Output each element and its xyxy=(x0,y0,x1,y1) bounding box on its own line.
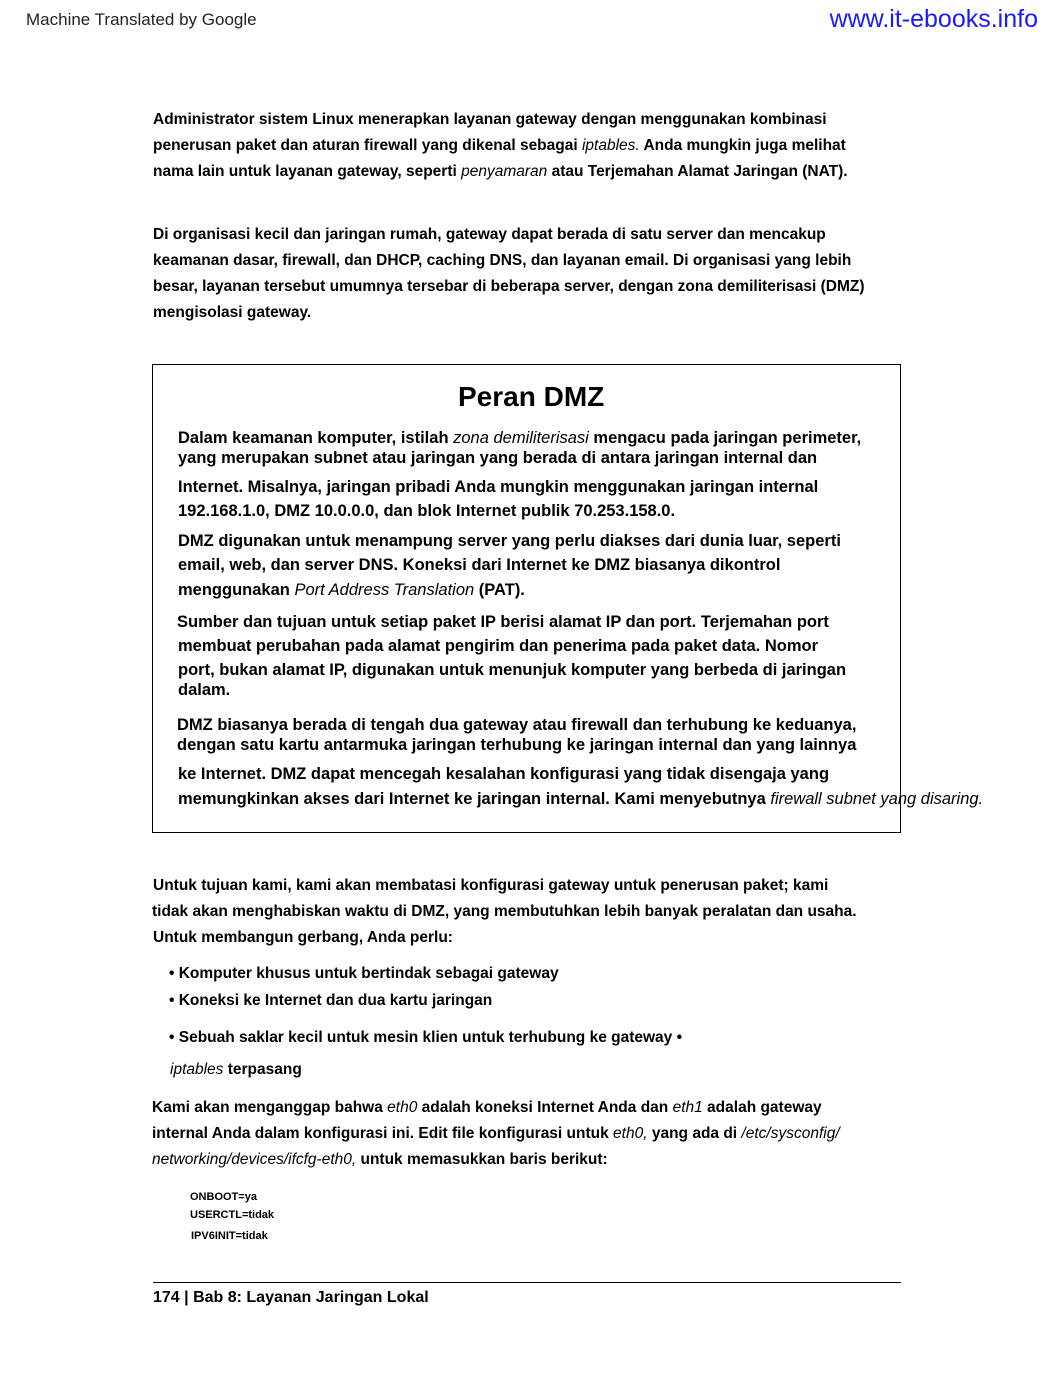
code-line-1: ONBOOT=ya xyxy=(190,1191,257,1203)
sidebar-c-line-1: Sumber dan tujuan untuk setiap paket IP berisi alamat IP dan port. Terjemahan port xyxy=(177,613,829,631)
small-org-paragraph xyxy=(153,222,913,326)
p2-line-2: keamanan dasar, firewall, dan DHCP, caching DNS, dan layanan email. Di organisasi yang lebih xyxy=(153,252,852,269)
bullet-item-2: • Koneksi ke Internet dan dua kartu jaringan xyxy=(169,992,493,1009)
sidebar-b-line-1: DMZ digunakan untuk menampung server yang perlu diakses dari dunia luar, seperti xyxy=(178,532,841,550)
sidebar-c-line-3: port, bukan alamat IP, digunakan untuk menunjuk komputer yang berbeda di jaringan xyxy=(178,661,847,679)
sidebar-a-line-1: Dalam keamanan komputer, istilah zona demiliterisasi mengacu pada jaringan perimeter, xyxy=(178,429,862,447)
p2-line-4: mengisolasi gateway. xyxy=(153,304,312,321)
sidebar-d-line-3: ke Internet. DMZ dapat mencegah kesalahan konfigurasi yang tidak disengaja yang xyxy=(178,765,830,783)
sidebar-c-line-2: membuat perubahan pada alamat pengirim dan penerima pada paket data. Nomor xyxy=(178,637,818,655)
intro-line-3: nama lain untuk layanan gateway, seperti penyamaran atau Terjemahan Alamat Jaringan (NAT). xyxy=(153,163,848,180)
sidebar-c-line-4: dalam. xyxy=(178,681,231,699)
intro-paragraph xyxy=(153,107,913,185)
page-footer: 174 | Bab 8: Layanan Jaringan Lokal xyxy=(153,1289,429,1306)
sidebar-title: Peran DMZ xyxy=(458,381,605,412)
purpose-paragraph xyxy=(153,873,913,951)
it-ebooks-link[interactable]: www.it-ebooks.info xyxy=(829,5,1038,33)
p3-line-3: Untuk membangun gerbang, Anda perlu: xyxy=(153,929,453,946)
p3-line-1: Untuk tujuan kami, kami akan membatasi konfigurasi gateway untuk penerusan paket; kami xyxy=(153,877,829,894)
bullet-item-4: iptables terpasang xyxy=(170,1061,302,1078)
sidebar-d-line-2: dengan satu kartu antarmuka jaringan terhubung ke jaringan internal dan yang lainnya xyxy=(177,736,857,754)
p2-line-3: besar, layanan tersebut umumnya tersebar di beberapa server, dengan zona demiliterisasi (DMZ) xyxy=(153,278,865,295)
sidebar-a-line-4: 192.168.1.0, DMZ 10.0.0.0, dan blok Internet publik 70.253.158.0. xyxy=(178,502,676,520)
p2-line-1: Di organisasi kecil dan jaringan rumah, gateway dapat berada di satu server dan mencakup xyxy=(153,226,826,243)
intro-line-1: Administrator sistem Linux menerapkan layanan gateway dengan menggunakan kombinasi xyxy=(153,111,827,128)
p3-line-2: tidak akan menghabiskan waktu di DMZ, yang membutuhkan lebih banyak peralatan dan usaha. xyxy=(152,903,857,920)
sidebar-b-line-3: menggunakan Port Address Translation (PAT). xyxy=(178,581,525,599)
code-line-3: IPV6INIT=tidak xyxy=(191,1230,268,1242)
intro-line-2: penerusan paket dan aturan firewall yang dikenal sebagai iptables. Anda mungkin juga melihat xyxy=(153,137,846,154)
machine-translated-label: Machine Translated by Google xyxy=(26,10,257,29)
sidebar-d-line-1: DMZ biasanya berada di tengah dua gateway atau firewall dan terhubung ke keduanya, xyxy=(177,716,857,734)
bullet-item-1: • Komputer khusus untuk bertindak sebagai gateway xyxy=(169,965,559,982)
sidebar-d-line-4: memungkinkan akses dari Internet ke jaringan internal. Kami menyebutnya firewall subnet yang disaring. xyxy=(178,790,984,808)
sidebar-a-line-3: Internet. Misalnya, jaringan pribadi Anda mungkin menggunakan jaringan internal xyxy=(178,478,819,496)
sidebar-a-line-2: yang merupakan subnet atau jaringan yang berada di antara jaringan internal dan xyxy=(178,449,818,467)
p4-line-2: internal Anda dalam konfigurasi ini. Edit file konfigurasi untuk eth0, yang ada di /etc/sysconfig/ xyxy=(152,1125,840,1142)
eth-config-paragraph xyxy=(152,1095,912,1173)
p4-line-3: networking/devices/ifcfg-eth0, untuk memasukkan baris berikut: xyxy=(152,1151,608,1168)
footer-rule xyxy=(153,1282,901,1283)
code-line-2: USERCTL=tidak xyxy=(190,1209,275,1221)
p4-line-1: Kami akan menganggap bahwa eth0 adalah koneksi Internet Anda dan eth1 adalah gateway xyxy=(152,1099,822,1116)
sidebar-b-line-2: email, web, dan server DNS. Koneksi dari Internet ke DMZ biasanya dikontrol xyxy=(178,556,781,574)
bullet-item-3: • Sebuah saklar kecil untuk mesin klien untuk terhubung ke gateway • xyxy=(169,1029,683,1046)
